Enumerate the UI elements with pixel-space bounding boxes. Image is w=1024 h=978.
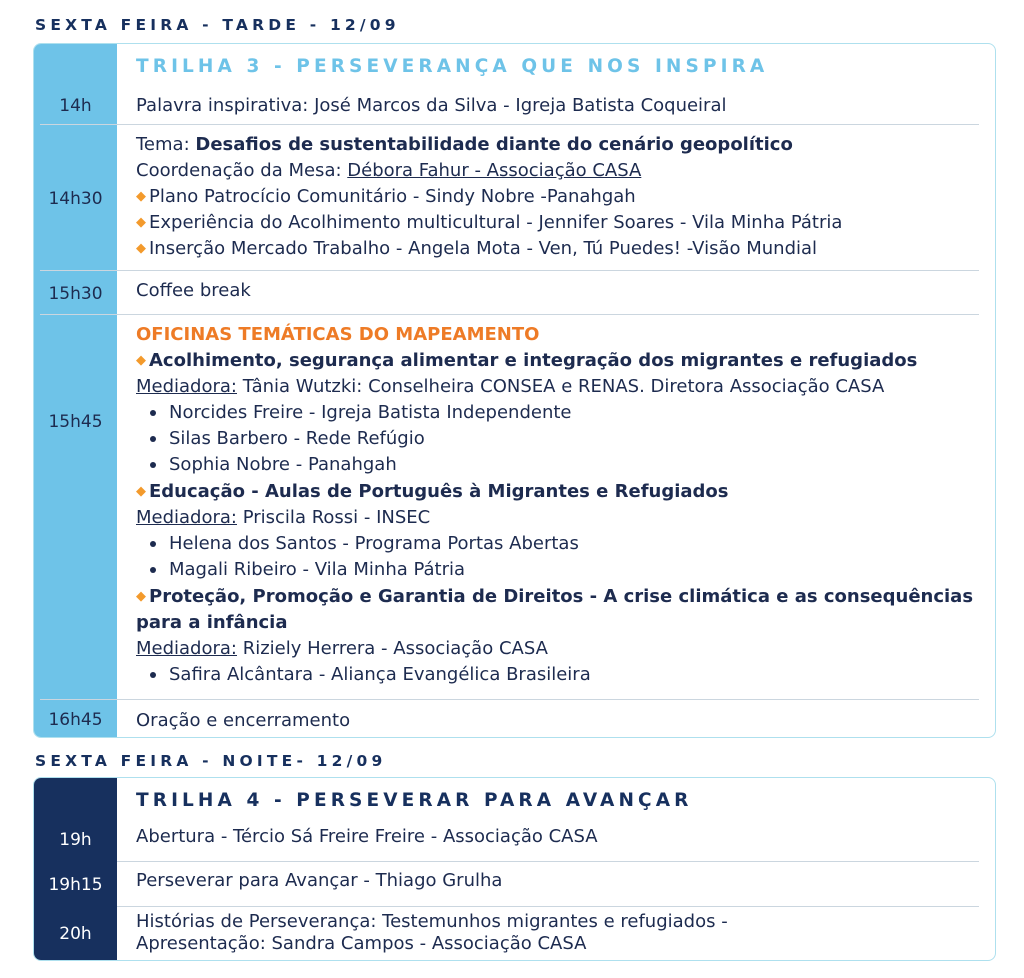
coordination-line	[136, 158, 641, 184]
mediator-text: Riziely Herrera - Associação CASA	[237, 638, 548, 659]
theme-line	[136, 132, 793, 158]
workshop-3-title-text: Proteção, Promoção e Garantia de Direitos - A crise climática e as consequências	[149, 586, 974, 607]
time-14h30: 14h30	[48, 189, 103, 209]
workshop-2-title	[136, 479, 729, 507]
panel-item-text: Plano Patrocício Comunitário - Sindy Nobre -Panahgah	[149, 186, 636, 207]
coordination-label: Coordenação da Mesa:	[136, 160, 348, 181]
row-divider	[40, 699, 979, 700]
panel-item-text: Inserção Mercado Trabalho - Angela Mota - Ven, Tú Puedes! -Visão Mundial	[149, 238, 818, 259]
diamond-icon: ◆	[136, 215, 146, 230]
participant: Norcides Freire - Igreja Batista Independente	[169, 402, 572, 423]
participant: Sophia Nobre - Panahgah	[169, 454, 397, 475]
mediator-text: Priscila Rossi - INSEC	[237, 507, 431, 528]
time-15h45: 15h45	[48, 412, 103, 432]
panel-item	[136, 236, 817, 264]
afternoon-time-column	[34, 44, 117, 737]
time-19h: 19h	[59, 830, 92, 850]
workshop-1-mediator	[136, 374, 884, 400]
afternoon-heading: SEXTA FEIRA - TARDE - 12/09	[35, 16, 400, 34]
participant: Silas Barbero - Rede Refúgio	[169, 428, 425, 449]
diamond-icon: ◆	[136, 353, 146, 368]
row-divider	[117, 906, 979, 907]
workshop-1-title-text: Acolhimento, segurança alimentar e integração dos migrantes e refugiados	[149, 350, 918, 371]
row-divider	[40, 124, 979, 125]
time-14h: 14h	[59, 96, 92, 116]
row-divider	[40, 270, 979, 271]
mediator-text: Tânia Wutzki: Conselheira CONSEA e RENAS. Diretora Associação CASA	[237, 376, 885, 397]
participant: Safira Alcântara - Aliança Evangélica Brasileira	[169, 664, 591, 685]
night-heading: SEXTA FEIRA - NOITE- 12/09	[35, 752, 387, 770]
row-20h-line-1: Histórias de Perseverança: Testemunhos migrantes e refugiados -	[136, 911, 728, 932]
row-divider	[40, 314, 979, 315]
time-15h30: 15h30	[48, 284, 103, 304]
workshop-2-mediator	[136, 505, 430, 531]
row-19h-text: Abertura - Tércio Sá Freire Freire - Associação CASA	[136, 826, 598, 847]
row-19h15-text: Perseverar para Avançar - Thiago Grulha	[136, 870, 503, 891]
night-schedule-box	[33, 777, 996, 961]
diamond-icon: ◆	[136, 484, 146, 499]
bullet-icon	[150, 672, 158, 680]
track-3-title: TRILHA 3 - PERSEVERANÇA QUE NOS INSPIRA	[136, 56, 769, 77]
workshop-3-mediator	[136, 636, 548, 662]
row-16h45-text: Oração e encerramento	[136, 710, 351, 731]
workshop-3-title	[136, 584, 973, 612]
mediator-label: Mediadora:	[136, 376, 237, 397]
row-divider	[117, 861, 979, 862]
afternoon-schedule-box	[33, 43, 996, 738]
mediator-label: Mediadora:	[136, 638, 237, 659]
row-20h-line-2: Apresentação: Sandra Campos - Associação CASA	[136, 933, 587, 954]
time-20h: 20h	[59, 924, 92, 944]
track-4-title: TRILHA 4 - PERSEVERAR PARA AVANÇAR	[136, 790, 693, 811]
workshop-3-title-cont: para a infância	[136, 612, 288, 633]
mediator-label: Mediadora:	[136, 507, 237, 528]
time-19h15: 19h15	[48, 875, 103, 895]
theme-title: Desafios de sustentabilidade diante do cenário geopolítico	[195, 134, 793, 155]
theme-label: Tema:	[136, 134, 196, 155]
panel-item-text: Experiência do Acolhimento multicultural - Jennifer Soares - Vila Minha Pátria	[149, 212, 843, 233]
row-14h-text: Palavra inspirativa: José Marcos da Silva - Igreja Batista Coqueiral	[136, 95, 727, 116]
bullet-icon	[150, 462, 158, 470]
workshops-title: OFICINAS TEMÁTICAS DO MAPEAMENTO	[136, 324, 540, 345]
diamond-icon: ◆	[136, 241, 146, 256]
workshop-1-title	[136, 348, 917, 376]
bullet-icon	[150, 567, 158, 575]
diamond-icon: ◆	[136, 589, 146, 604]
workshop-2-title-text: Educação - Aulas de Português à Migrantes e Refugiados	[149, 481, 729, 502]
participant: Magali Ribeiro - Vila Minha Pátria	[169, 559, 466, 580]
panel-item	[136, 210, 842, 238]
coordinator-name: Débora Fahur - Associação CASA	[347, 160, 642, 181]
bullet-icon	[150, 436, 158, 444]
participant: Helena dos Santos - Programa Portas Abertas	[169, 533, 579, 554]
bullet-icon	[150, 541, 158, 549]
panel-item	[136, 184, 636, 212]
time-16h45: 16h45	[48, 710, 103, 730]
bullet-icon	[150, 410, 158, 418]
row-15h30-text: Coffee break	[136, 280, 251, 301]
diamond-icon: ◆	[136, 189, 146, 204]
